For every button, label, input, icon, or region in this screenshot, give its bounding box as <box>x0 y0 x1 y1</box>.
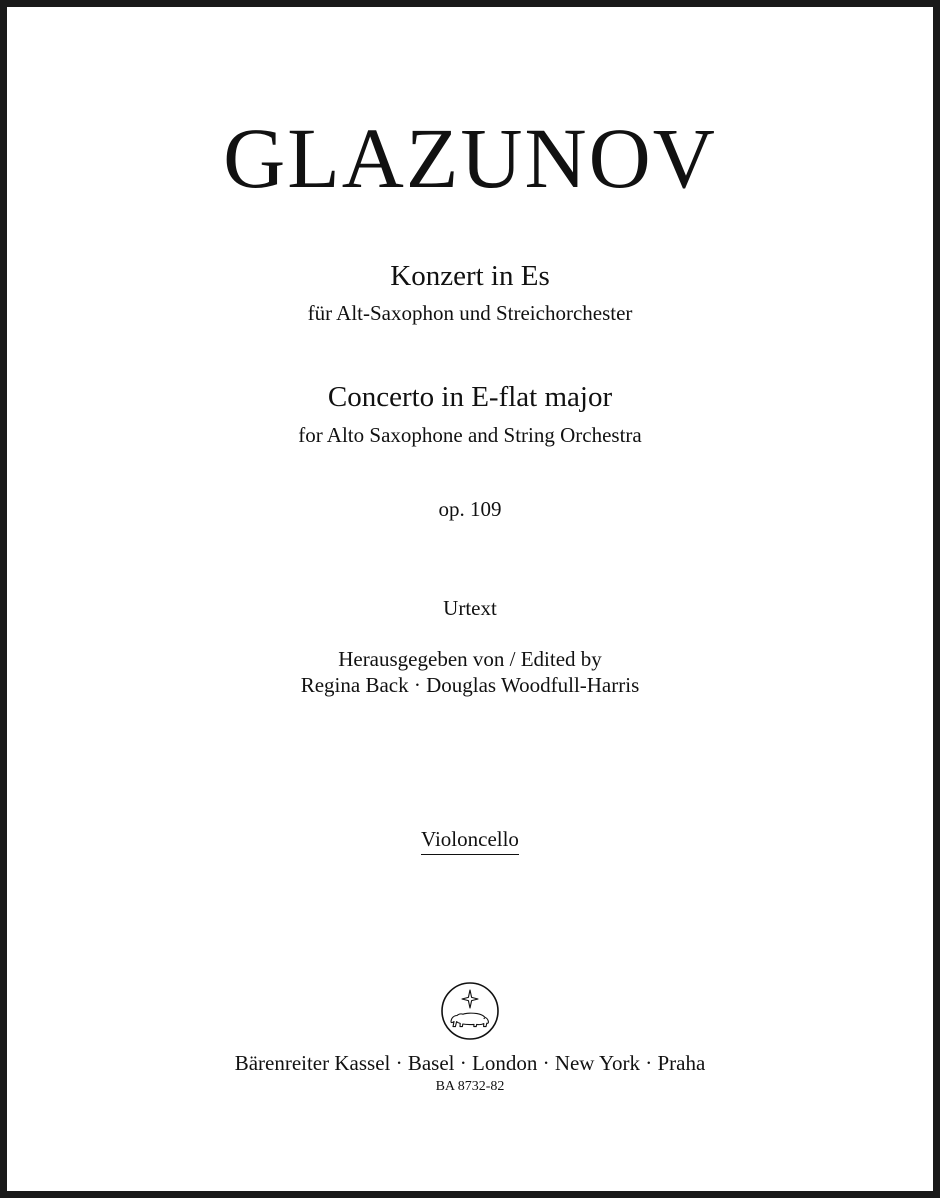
work-title-english: Concerto in E-flat major <box>327 381 613 413</box>
baerenreiter-bear-star-logo-icon <box>440 981 500 1041</box>
composer-name: GLAZUNOV <box>223 110 717 206</box>
cover-page <box>7 7 933 1191</box>
instrument-part-label: Violoncello <box>421 827 519 855</box>
work-title-german: Konzert in Es <box>390 260 550 292</box>
catalog-number: BA 8732-82 <box>435 1079 505 1094</box>
edited-by-label: Herausgegeben von / Edited by <box>338 647 602 671</box>
instrument-part <box>7 827 933 855</box>
work-subtitle-german: für Alt-Saxophon und Streichorchester <box>307 301 633 325</box>
editors-names: Regina Back · Douglas Woodfull-Harris <box>300 673 640 697</box>
edition-type: Urtext <box>443 596 497 620</box>
opus-number: op. 109 <box>438 497 502 521</box>
publisher-cities: Bärenreiter Kassel · Basel · London · New York · Praha <box>234 1051 706 1075</box>
work-subtitle-english: for Alto Saxophone and String Orchestra <box>298 423 642 447</box>
